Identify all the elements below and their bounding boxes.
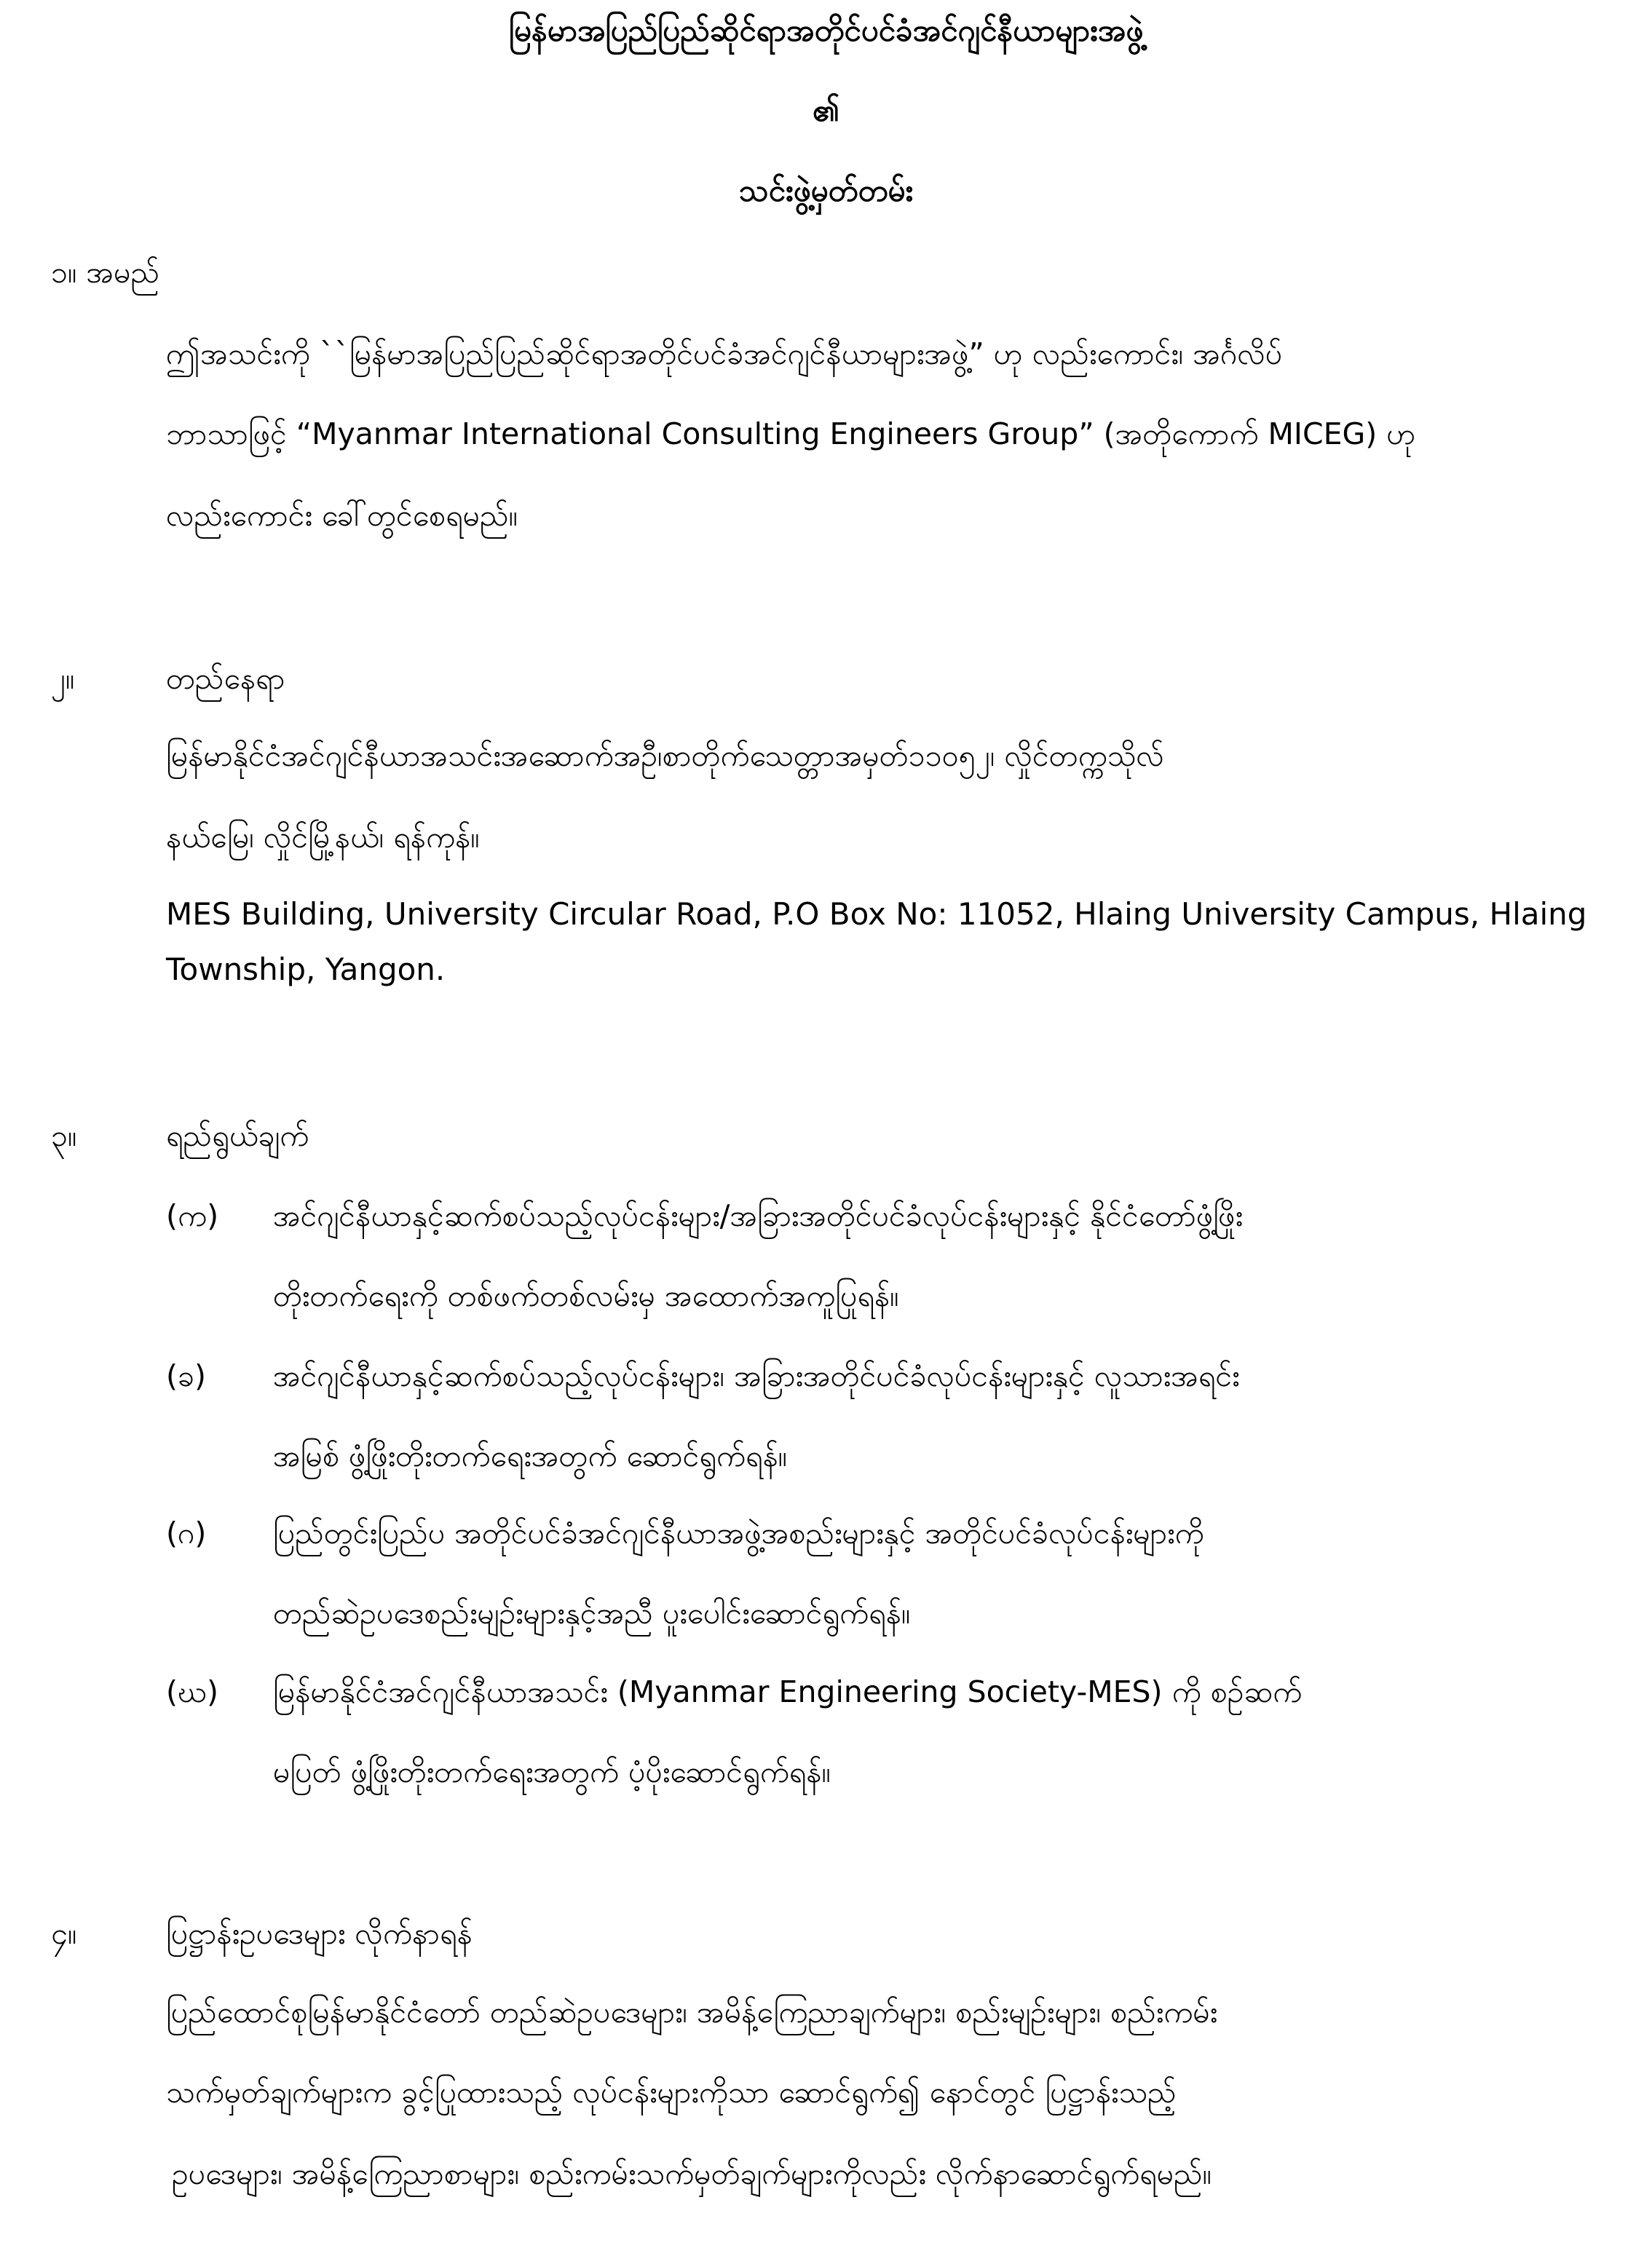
section3-item-line: မြန်မာနိုင်ငံအင်ဂျင်နီယာအသင်း (Myanmar Engineering Society-MES) ကို စဉ်ဆက်	[273, 1674, 1303, 1709]
section4-number: ၄။	[51, 1916, 77, 1951]
section3-item-marker: (ဂ)	[166, 1516, 207, 1551]
section3-item-line: တိုးတက်ရေးကို တစ်ဖက်တစ်လမ်းမှ အထောက်အကူပြုရန်။	[273, 1278, 899, 1313]
section2-heading: တည်နေရာ	[166, 661, 285, 696]
section3-heading: ရည်ရွယ်ချက်	[166, 1118, 309, 1153]
section1-line3: လည်းကောင်း ခေါ်တွင်စေရမည်။	[166, 498, 518, 533]
section3-item-line: ပြည်တွင်းပြည်ပ အတိုင်ပင်ခံအင်ဂျင်နီယာအဖွဲ့အစည်းများနှင့် အတိုင်ပင်ခံလုပ်ငန်းများကို	[273, 1516, 1204, 1551]
document-title-line2: ၏	[812, 92, 840, 128]
section4-line1: ပြည်ထောင်စုမြန်မာနိုင်ငံတော် တည်ဆဲဥပဒေများ၊ အမိန့်ကြေညာချက်များ၊ စည်းမျဉ်းများ၊ စည်းကမ်း	[166, 1995, 1218, 2030]
section3-item-line: မပြတ် ဖွံ့ဖြိုးတိုးတက်ရေးအတွက် ပံ့ပိုးဆောင်ရွက်ရန်။	[273, 1754, 831, 1789]
section3-number: ၃။	[51, 1118, 77, 1153]
section3-item-marker: (က)	[166, 1198, 219, 1233]
section4-heading: ပြဋ္ဌာန်းဥပဒေများ လိုက်နာရန်	[166, 1916, 473, 1951]
section2-line2: နယ်မြေ၊ လှိုင်မြို့နယ်၊ ရန်ကုန်။	[166, 820, 480, 855]
section3-item-line: အင်ဂျင်နီယာနှင့်ဆက်စပ်သည့်လုပ်ငန်းများ/အခြားအတိုင်ပင်ခံလုပ်ငန်းများနှင့် နိုင်ငံတော်ဖွံ့ဖြိုး	[273, 1198, 1243, 1233]
section3-item-marker: (ခ)	[166, 1358, 207, 1393]
section2-number: ၂။	[51, 661, 75, 696]
section1-heading: ၁။ အမည်	[51, 255, 160, 290]
section3-item-line: တည်ဆဲဥပဒေစည်းမျဉ်းများနှင့်အညီ ပူးပေါင်းဆောင်ရွက်ရန်။	[273, 1596, 911, 1631]
section1-line1: ဤအသင်းကို ``မြန်မာအပြည်ပြည်ဆိုင်ရာအတိုင်ပင်ခံအင်ဂျင်နီယာများအဖွဲ့” ဟု လည်းကောင်း၊ အင်္ဂလိပ်	[166, 336, 1283, 371]
document-title-line1: မြန်မာအပြည်ပြည်ဆိုင်ရာအတိုင်ပင်ခံအင်ဂျင်နီယာများအဖွဲ့	[508, 12, 1144, 48]
section2-english-line2: Township, Yangon.	[166, 951, 446, 987]
section2-english-line1: MES Building, University Circular Road, P.O Box No: 11052, Hlaing University Campus, Hlaing	[166, 896, 1587, 932]
section3-item-line: အမြစ် ဖွံ့ဖြိုးတိုးတက်ရေးအတွက် ဆောင်ရွက်ရန်။	[273, 1438, 788, 1473]
document-title-line3: သင်းဖွဲ့မှတ်တမ်း	[739, 173, 913, 208]
section3-item-line: အင်ဂျင်နီယာနှင့်ဆက်စပ်သည့်လုပ်ငန်းများ၊ အခြားအတိုင်ပင်ခံလုပ်ငန်းများနှင့် လူသားအရင်း	[273, 1358, 1240, 1393]
section3-item-marker: (ဃ)	[166, 1674, 218, 1709]
section4-line2: သက်မှတ်ချက်များက ခွင့်ပြုထားသည့် လုပ်ငန်းများကိုသာ ဆောင်ရွက်၍ နောင်တွင် ပြဋ္ဌာန်းသည့်	[166, 2075, 1177, 2110]
section1-line2: ဘာသာဖြင့် “Myanmar International Consulting Engineers Group” (အတိုကောက် MICEG) ဟု	[166, 416, 1416, 451]
section2-line1: မြန်မာနိုင်ငံအင်ဂျင်နီယာအသင်းအဆောက်အဦ၊စာတိုက်သေတ္တာအမှတ်၁၁၀၅၂၊ လှိုင်တက္ကသိုလ်	[166, 738, 1164, 773]
section4-line3: ဥပဒေများ၊ အမိန့်ကြေညာစာများ၊ စည်းကမ်းသက်မှတ်ချက်များကိုလည်း လိုက်နာဆောင်ရွက်ရမည်။	[172, 2156, 1212, 2191]
